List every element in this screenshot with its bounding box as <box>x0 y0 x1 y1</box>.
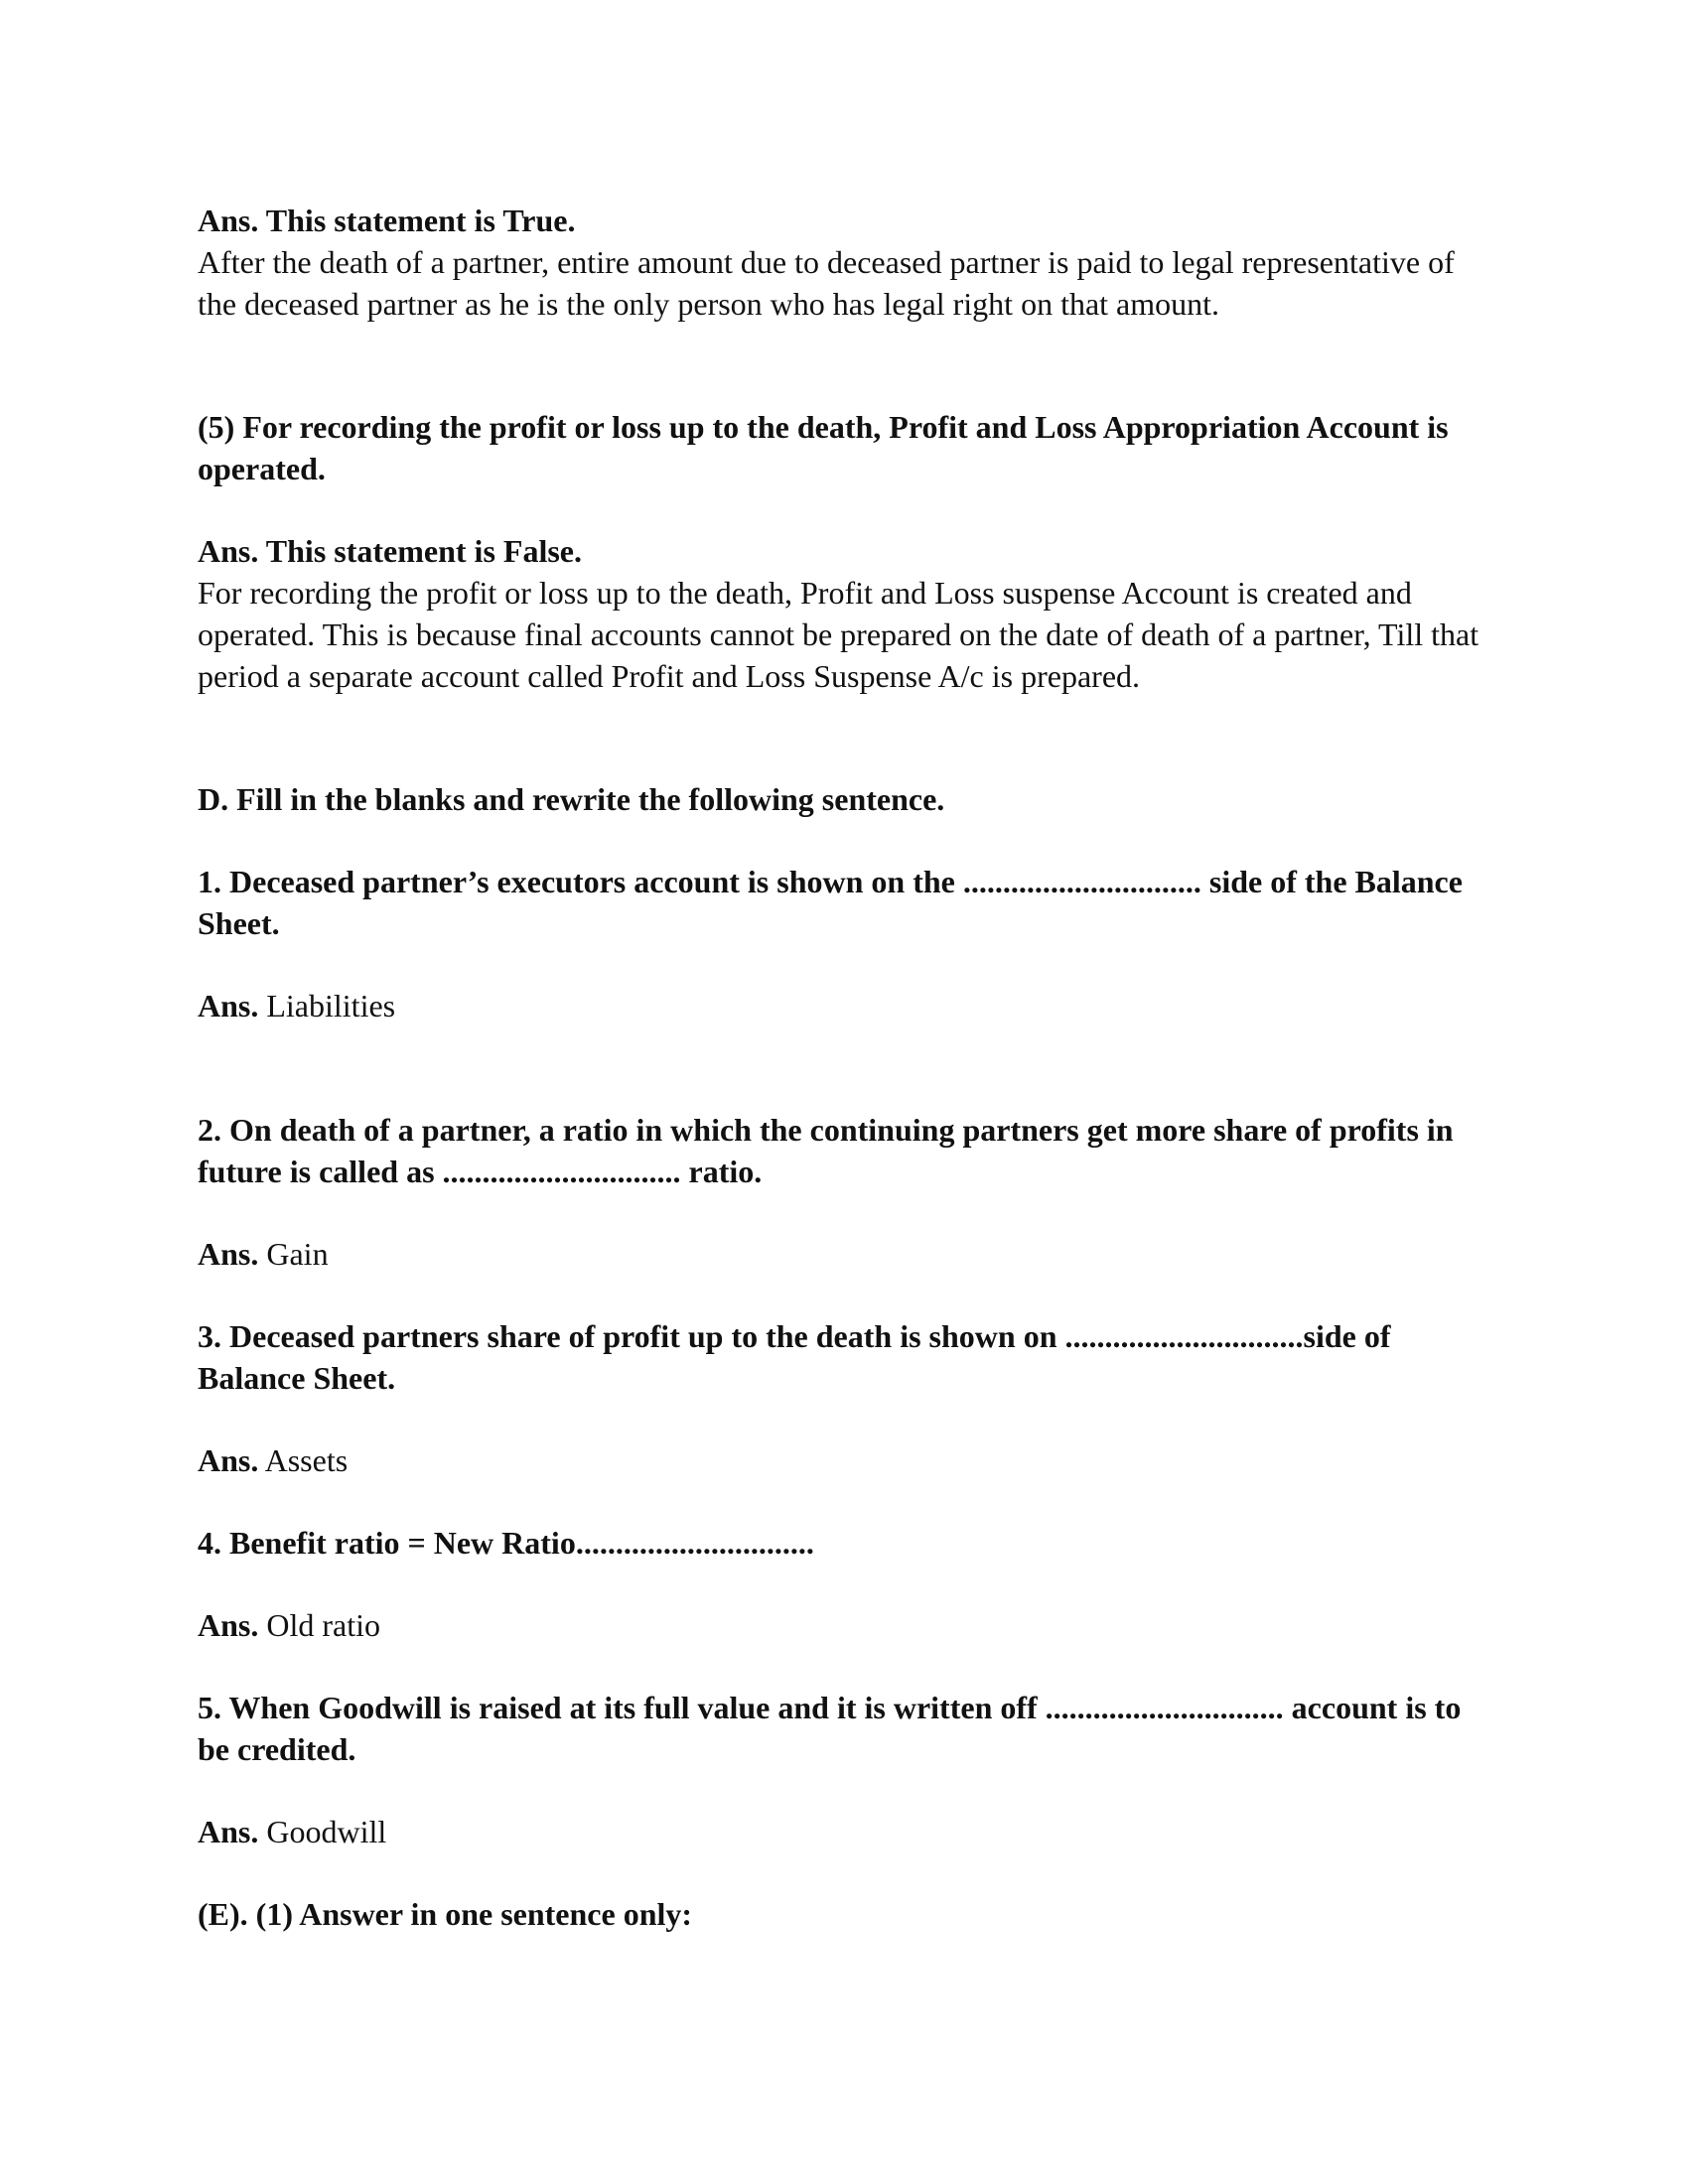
fill-blank-answer <box>198 1233 1488 1275</box>
fill-blank-question: 1. Deceased partner’s executors account is shown on the .............................. side of the Balance Sheet. <box>198 864 1463 941</box>
fill-blank-answer <box>198 985 1488 1026</box>
answer-explanation: For recording the profit or loss up to the death, Profit and Loss suspense Account is created and operated. This is because final accounts cannot be prepared on the date of death of a partner, Till that period a separate account called Profit and Loss Suspense A/c is prepared. <box>198 575 1479 694</box>
answer-value: Goodwill <box>266 1814 387 1849</box>
fill-blank-question: 3. Deceased partners share of profit up to the death is shown on ..............................side of Balance Sheet. <box>198 1318 1391 1396</box>
question-statement-5: (5) For recording the profit or loss up to the death, Profit and Loss Appropriation Account is operated. <box>198 409 1449 486</box>
answer-label: Ans. <box>198 988 259 1024</box>
answer-value: Assets <box>264 1442 349 1478</box>
fill-blank-question: 5. When Goodwill is raised at its full value and it is written off .............................. account is to be credited. <box>198 1690 1462 1767</box>
fill-blank-answer <box>198 1439 1488 1481</box>
answer-heading-true: Ans. This statement is True. <box>198 203 576 238</box>
fill-blank-answer <box>198 1604 1488 1646</box>
answer-value: Gain <box>266 1236 329 1272</box>
fill-blank-question: 4. Benefit ratio = New Ratio.............................. <box>198 1525 814 1561</box>
answer-label: Ans. <box>198 1607 259 1643</box>
section-e-title: (E). (1) Answer in one sentence only: <box>198 1896 693 1932</box>
fill-blank-question: 2. On death of a partner, a ratio in which the continuing partners get more share of profits in future is called as .............................. ratio. <box>198 1112 1454 1189</box>
answer-label: Ans. <box>198 1442 259 1478</box>
answer-value: Old ratio <box>266 1607 380 1643</box>
answer-value: Liabilities <box>266 988 396 1024</box>
answer-heading-false: Ans. This statement is False. <box>198 533 582 569</box>
answer-explanation: After the death of a partner, entire amount due to deceased partner is paid to legal representative of the deceased partner as he is the only person who has legal right on that amount. <box>198 244 1455 322</box>
answer-label: Ans. <box>198 1236 259 1272</box>
fill-blank-answer <box>198 1811 1488 1852</box>
section-d-title: D. Fill in the blanks and rewrite the following sentence. <box>198 781 945 817</box>
answer-label: Ans. <box>198 1814 259 1849</box>
